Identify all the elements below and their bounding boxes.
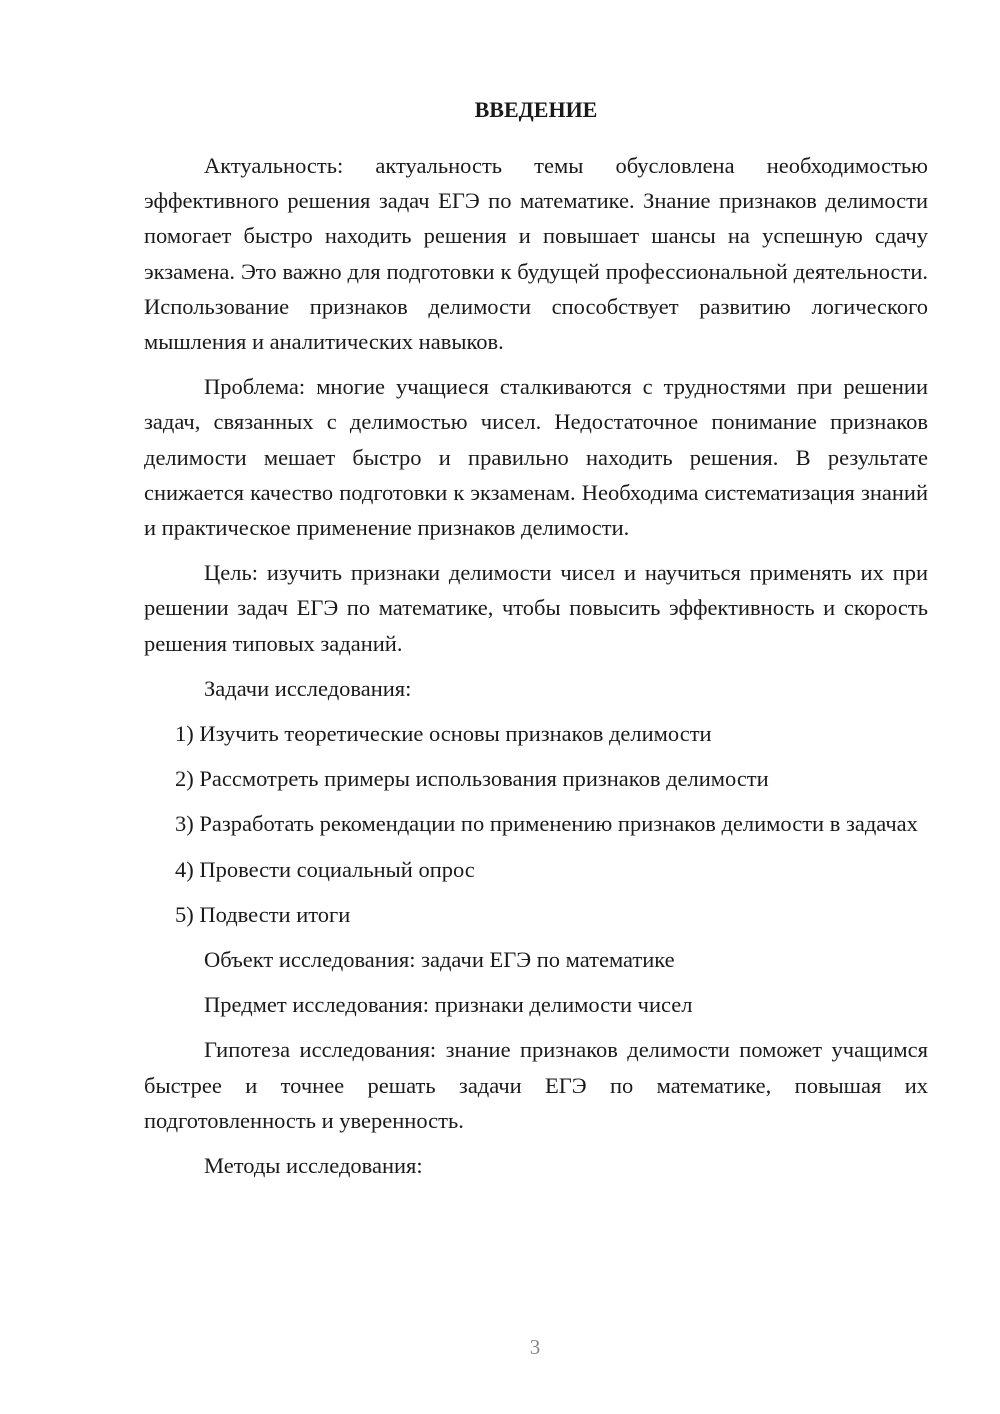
paragraph-hypothesis: Гипотеза исследования: знание признаков делимости поможет учащимся быстрее и точнее решать задачи ЕГЭ по математике, повышая их подготовленность и уверенность. bbox=[144, 1037, 928, 1133]
page-body bbox=[144, 92, 928, 1193]
list-item: 1) Изучить теоретические основы признаков делимости bbox=[175, 721, 712, 747]
page-number: 3 bbox=[529, 1335, 541, 1359]
paragraph-subject: Предмет исследования: признаки делимости чисел bbox=[204, 992, 693, 1018]
list-item: 2) Рассмотреть примеры использования признаков делимости bbox=[175, 766, 769, 792]
paragraph-problem: Проблема: многие учащиеся сталкиваются с трудностями при решении задач, связанных с делимостью чисел. Недостаточное понимание признаков делимости мешает быстро и правильно находить решения. В результате снижается качество подготовки к экзаменам. Необходима систематизация знаний и практическое применение признаков делимости. bbox=[144, 374, 928, 541]
list-item: 5) Подвести итоги bbox=[175, 901, 351, 927]
list-item: 3) Разработать рекомендации по применению признаков делимости в задачах bbox=[175, 811, 918, 837]
paragraph-object: Объект исследования: задачи ЕГЭ по математике bbox=[204, 947, 675, 973]
list-item: 4) Провести социальный опрос bbox=[175, 856, 475, 882]
tasks-heading: Задачи исследования: bbox=[204, 675, 412, 701]
methods-heading: Методы исследования: bbox=[204, 1153, 423, 1179]
paragraph-relevance: Актуальность: актуальность темы обусловлена необходимостью эффективного решения задач ЕГЭ по математике. Знание признаков делимости помогает быстро находить решения и повышает шансы на успешную сдачу экзамена. Это важно для подготовки к будущей профессиональной деятельности. Использование признаков делимости способствует развитию логического мышления и аналитических навыков. bbox=[144, 153, 928, 355]
page-title: ВВЕДЕНИЕ bbox=[474, 97, 598, 122]
paragraph-goal: Цель: изучить признаки делимости чисел и научиться применять их при решении задач ЕГЭ по математике, чтобы повысить эффективность и скорость решения типовых заданий. bbox=[144, 560, 928, 656]
